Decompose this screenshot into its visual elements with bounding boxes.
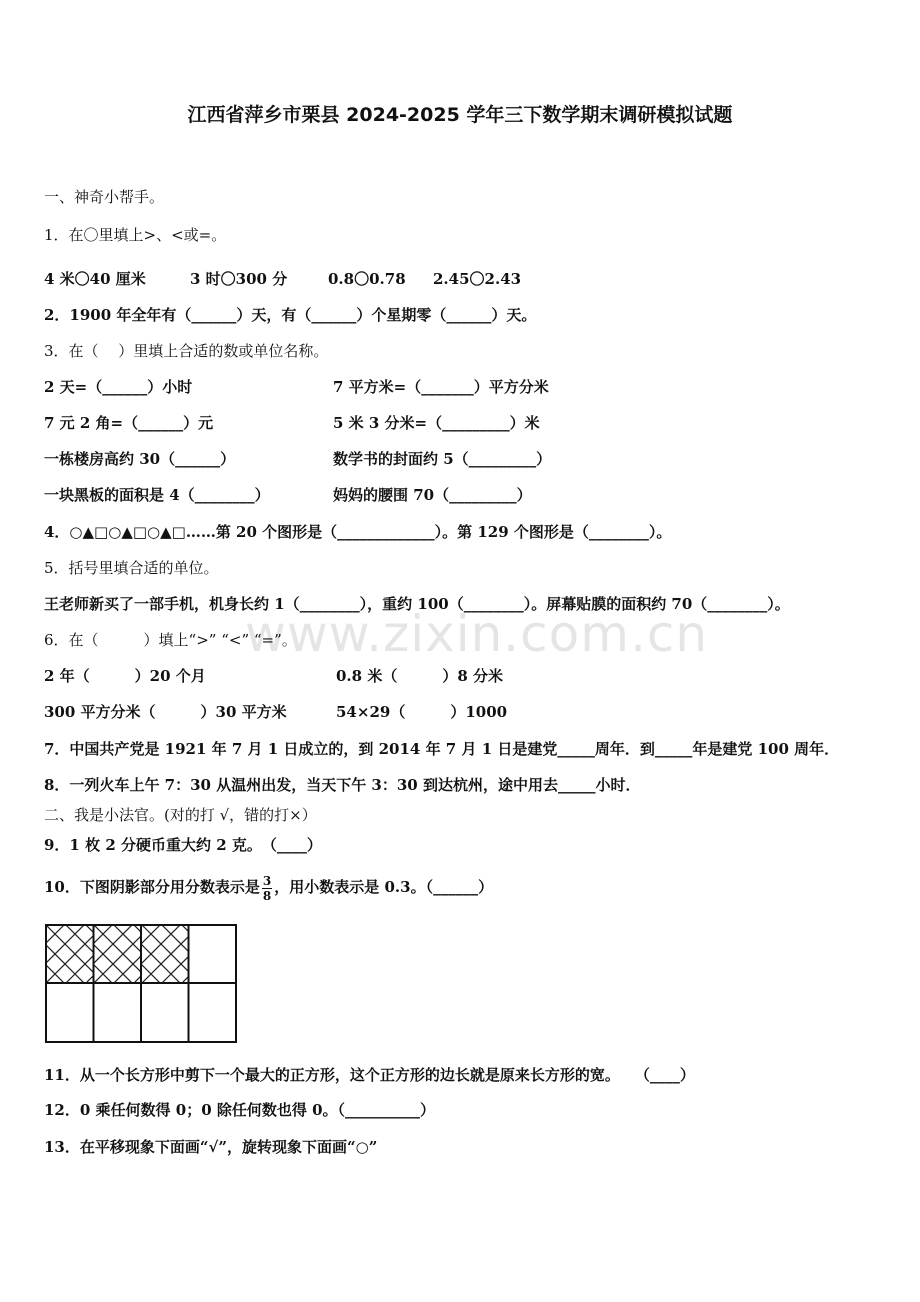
question-10 [44,868,493,906]
section-1-heading: 一、神奇小帮手。 [44,188,165,206]
question-5-text: 王老师新买了一部手机，机身长约 1（________），重约 100（________）。屏幕贴膜的面积约 70（________）。 [44,595,790,613]
question-10-suffix: ，用小数表示是 0.3。（______） [274,878,494,896]
question-13: 13．在平移现象下面画“√”，旋转现象下面画“○” [44,1138,378,1156]
grid-lines [46,925,236,1042]
question-3-right-item: 5 米 3 分米=（_________）米 [333,414,540,432]
question-5-stem: 5．括号里填合适的单位。 [44,559,219,577]
shaded-cell [45,924,145,984]
question-8: 8．一列火车上午 7：30 从温州出发，当天下午 3：30 到达杭州，途中用去_____小时． [44,776,641,794]
question-6-left-item: 2 年（ ）20 个月 [44,667,206,685]
question-6-right-item: 0.8 米（ ）8 分米 [336,667,503,685]
watermark: www.zixin.com.cn [245,605,709,663]
question-1-item: 2.45〇2.43 [433,270,522,288]
shaded-grid-figure [45,924,237,1044]
question-7: 7．中国共产党是 1921 年 7 月 1 日成立的，到 2014 年 7 月 1 日是建党_____周年．到_____年是建党 100 周年． [44,740,840,758]
question-6-left-item: 300 平方分米（ ）30 平方米 [44,703,287,721]
question-6-right-item: 54×29（ ）1000 [336,703,508,721]
question-9: 9．1 枚 2 分硬币重大约 2 克。 （____） [44,836,322,854]
section-2-heading: 二、我是小法官。(对的打 √，错的打×） [44,806,317,824]
fraction [262,874,272,903]
question-1-item: 3 时〇300 分 [190,270,288,288]
question-3-stem: 3．在（ ）里填上合适的数或单位名称。 [44,342,329,360]
question-11: 11．从一个长方形中剪下一个最大的正方形，这个正方形的边长就是原来长方形的宽。 （____） [44,1066,695,1084]
question-4: 4．○▲□○▲□○▲□……第 20 个图形是（_____________）。第 129 个图形是（________）。 [44,523,672,541]
question-3-right-item: 妈妈的腰围 70（_________） [333,486,532,504]
fraction-denominator: 8 [262,888,272,903]
question-10-prefix: 10．下图阴影部分用分数表示是 [44,878,260,896]
question-12: 12．0 乘任何数得 0；0 除任何数也得 0。（__________） [44,1101,436,1119]
question-6-stem: 6．在（ ）填上“>” “<” “=”。 [44,631,297,649]
question-1-stem: 1．在〇里填上>、<或=。 [44,226,227,244]
question-3-right-item: 7 平方米=（_______）平方分米 [333,378,549,396]
fraction-numerator: 3 [262,873,272,888]
page-title: 江西省萍乡市栗县 2024-2025 学年三下数学期末调研模拟试题 [187,104,733,126]
question-3-left-item: 7 元 2 角=（______）元 [44,414,214,432]
question-1-item: 4 米〇40 厘米 [44,270,146,288]
question-2: 2．1900 年全年有（______）天，有（______）个星期零（______）天。 [44,306,537,324]
question-3-left-item: 一栋楼房高约 30（______） [44,450,236,468]
question-3-left-item: 一块黑板的面积是 4（________） [44,486,270,504]
question-1-item: 0.8〇0.78 [328,270,406,288]
question-3-right-item: 数学书的封面约 5（_________） [333,450,552,468]
question-3-left-item: 2 天=（______）小时 [44,378,193,396]
